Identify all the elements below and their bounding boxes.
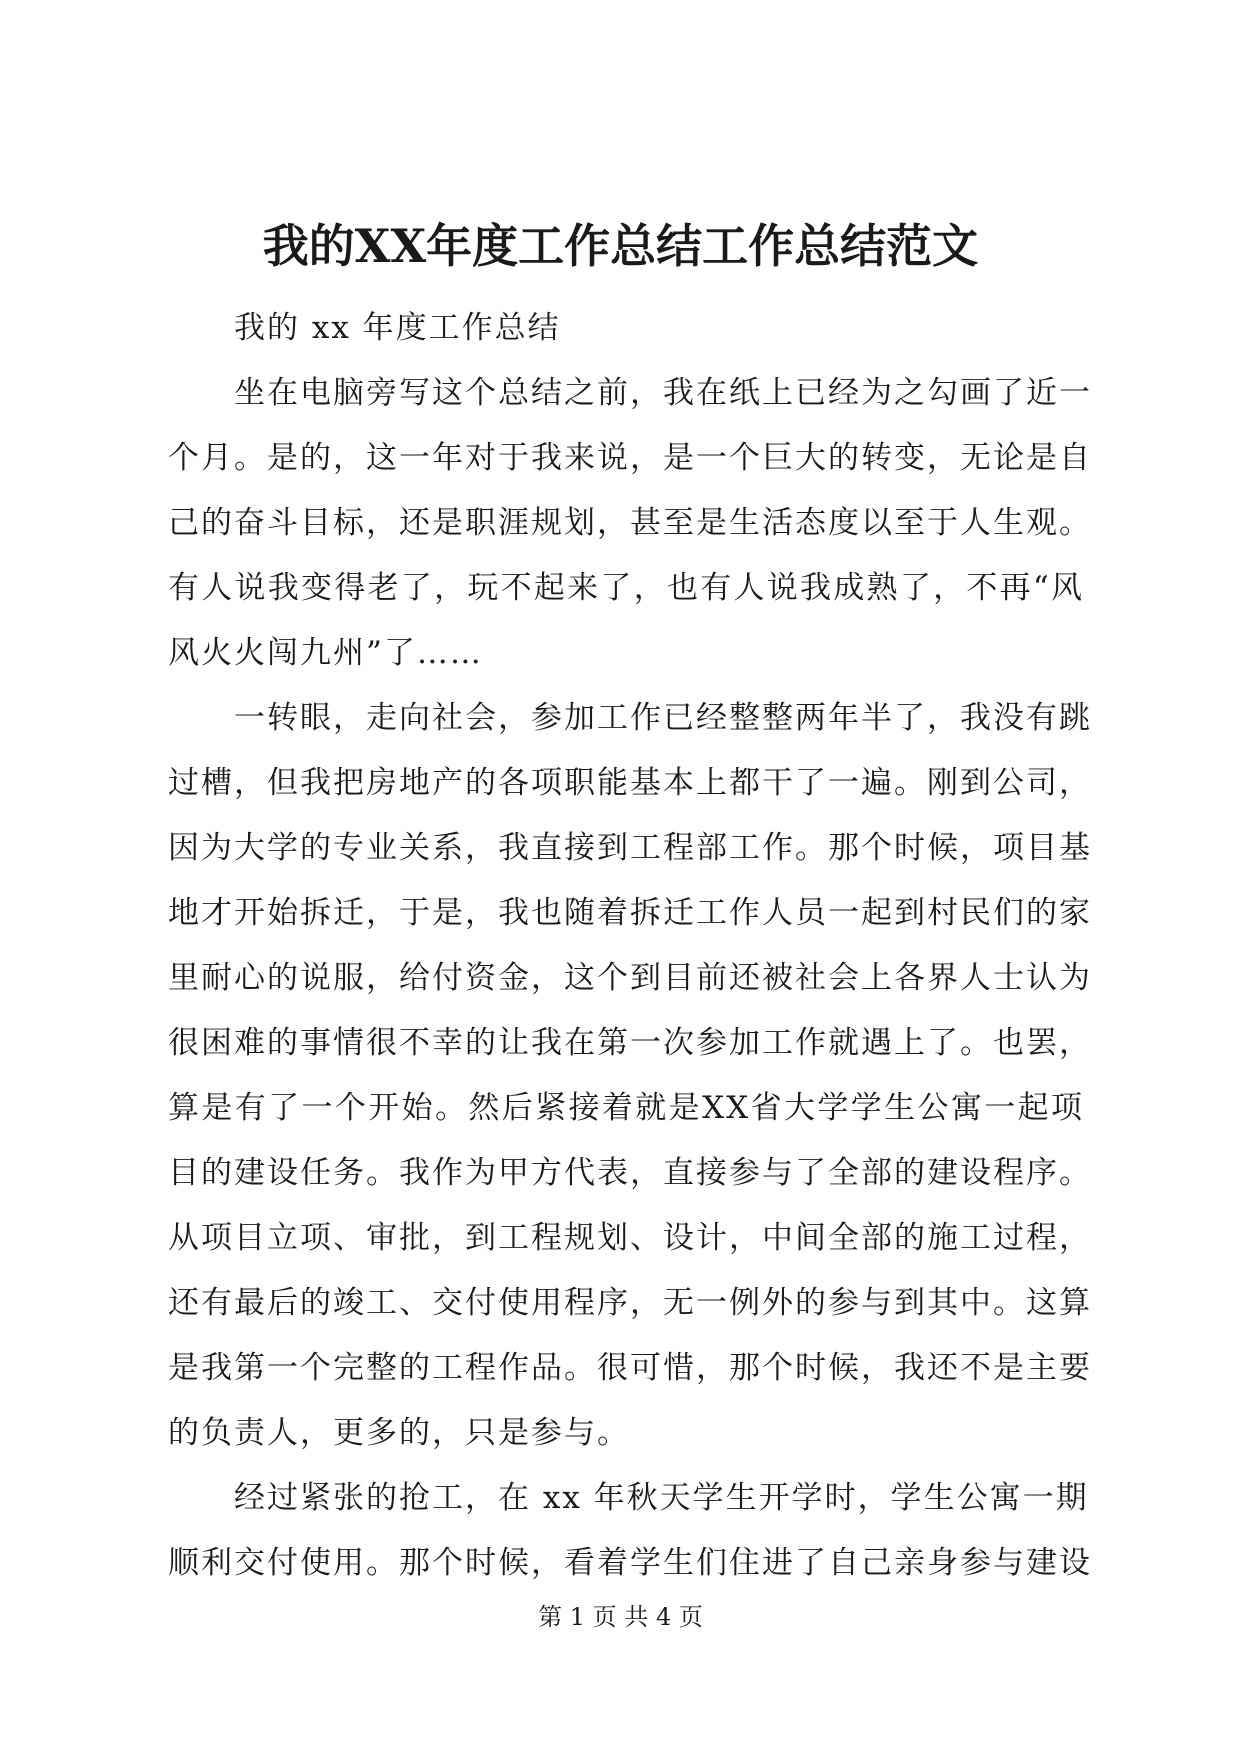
text-line: 目的建设任务。我作为甲方代表，直接参与了全部的建设程序。	[168, 1155, 1092, 1191]
text-line: 算是有了一个开始。然后紧接着就是XX省大学学生公寓一起项	[168, 1090, 1084, 1126]
text-line: 我的 xx 年度工作总结	[234, 310, 561, 346]
text-line: 里耐心的说服，给付资金，这个到目前还被社会上各界人士认为	[168, 960, 1092, 996]
document-title: 我的XX年度工作总结工作总结范文	[262, 219, 979, 273]
text-line: 一转眼，走向社会，参加工作已经整整两年半了，我没有跳	[234, 700, 1092, 736]
text-line: 很困难的事情很不幸的让我在第一次参加工作就遇上了。也罢，	[168, 1025, 1092, 1061]
page-number-footer: 第 1 页 共 4 页	[538, 1603, 703, 1631]
text-line: 过槽，但我把房地产的各项职能基本上都干了一遍。刚到公司，	[168, 765, 1092, 801]
text-line: 风火火闯九州”了……	[168, 635, 483, 671]
paragraph-3	[168, 686, 1092, 1466]
text-line: 还有最后的竣工、交付使用程序，无一例外的参与到其中。这算	[168, 1285, 1092, 1321]
text-line: 有人说我变得老了，玩不起来了，也有人说我成熟了，不再“风	[168, 570, 1084, 606]
text-line: 坐在电脑旁写这个总结之前，我在纸上已经为之勾画了近一	[234, 375, 1092, 411]
paragraph-2	[168, 361, 1092, 686]
text-line: 的负责人，更多的，只是参与。	[168, 1415, 630, 1451]
paragraph-4	[168, 1466, 1092, 1596]
text-line: 己的奋斗目标，还是职涯规划，甚至是生活态度以至于人生观。	[168, 505, 1092, 541]
text-line: 经过紧张的抢工，在 xx 年秋天学生开学时，学生公寓一期	[234, 1480, 1089, 1516]
document-body	[168, 296, 1092, 1596]
text-line: 因为大学的专业关系，我直接到工程部工作。那个时候，项目基	[168, 830, 1092, 866]
text-line: 地才开始拆迁，于是，我也随着拆迁工作人员一起到村民们的家	[168, 895, 1092, 931]
text-line: 是我第一个完整的工程作品。很可惜，那个时候，我还不是主要	[168, 1350, 1092, 1386]
text-line: 从项目立项、审批，到工程规划、设计，中间全部的施工过程，	[168, 1220, 1092, 1256]
text-line: 个月。是的，这一年对于我来说，是一个巨大的转变，无论是自	[168, 440, 1092, 476]
text-line: 顺利交付使用。那个时候，看着学生们住进了自己亲身参与建设	[168, 1545, 1092, 1581]
paragraph-1	[168, 296, 1084, 361]
